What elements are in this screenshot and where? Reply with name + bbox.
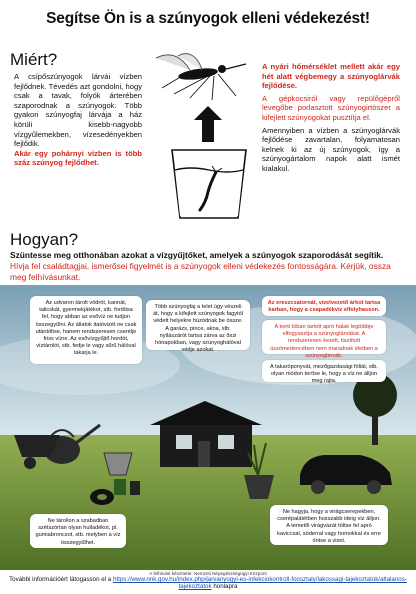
why-right-paragraph-2: A gépkocsiról vagy repülőgépről levegőbe porlasztott szúnyogirtószer a kifejlett szúnyogokat pusztítja el. [262, 93, 400, 122]
footer-url-link[interactable]: https://www.nnk.gov.hu/index.php/jarvanyugyi-es-infekciokontroll-foosztaly/lakossagi-tajekoztatok/altalanos-tajekoztatok [112, 576, 407, 591]
tip-bubble-gutter [262, 296, 386, 316]
footer-prefix: További információért látogasson el a [9, 576, 112, 583]
why-right-paragraph-3: Amennyiben a vízben a szúnyoglárvák fejlődése zavartalan, folyamatosan kelnek ki az új szúnyogok, így a szúnyogártalom napok alatt ismét kialakul. [262, 125, 400, 173]
footer [0, 571, 416, 591]
tip-text-pond-pool: A kerti tóban tartott apró halak legtöbbje elfogyasztja a szúnyoglárvákat. A rendszeresen kezelt, tisztított úszómedencében nem maradnak életben a szúnyoglárvák. [270, 324, 378, 359]
tip-bubble-garage-cellar [146, 300, 250, 354]
tip-text-waste: Ne tárolion a szabadban szétszórtan olyan hulladékot, pl. gumiabroncsot, stb. melyben a víz összegyűlhet. [35, 518, 121, 546]
why-heading: Miért? [10, 50, 58, 69]
tip-text-tarpaulin: A takaróponyvát, mezőgazdasági fóliát, stb. olyan módon terítse le, hogy a víz ne álljon meg rajta. [270, 364, 378, 385]
glass-with-larva-icon [172, 150, 246, 218]
why-right-column [262, 62, 400, 177]
tip-text-yard-containers: Az udvaron tárolt vödröt, kannát, talicskát, gyermekjátékot, stb. fordítsa fel, hogy abban az esővíz ne tudjon összegyűlni. Az állatok itatóvizét ne csak utántöltse, hanem rendszeresen cserélje friss vízre. Az esővízgyűjtő hordót, víztárolót, stb. fedje le vagy sűrű hálóval takarja le. [35, 300, 137, 357]
tip-text-garage-cellar: Több szúnyogfaj a telet úgy vészeli át, hogy a kifejlett szúnyogok fagytól védett helyekre húzódnak be össze. A garázs, pince, akna, stb. nyílászárót tartsa zárva az őszi hónapokban, vagy szúnyoghálóval védje azokat. [153, 304, 243, 354]
mosquito-icon [156, 54, 246, 100]
footer-more-info [0, 576, 416, 591]
footer-publisher: A felhívást készítette: Nemzeti Népegészségügyi Központ [149, 571, 267, 576]
tip-text-gutter: Az ereszcsatornát, vízelvezető árkot tartsa karban, hogy a csapadékvíz elfolyhasson. [267, 300, 381, 314]
how-intro-line-1: Szüntesse meg otthonában azokat a vízgyűjtőket, amelyek a szúnyogok szaporodását segítik. [10, 250, 384, 260]
tire-icon [90, 489, 114, 505]
page-title: Segítse Ön is a szúnyogok elleni védekezést! [46, 10, 370, 27]
mosquito-glass-illustration [150, 52, 260, 222]
how-intro-line-2: Hívja fel családtagjai, ismerősei figyelmét is a szúnyogok elleni védekezés fontosságára. Kérjük, ossza meg felhívásunkat. [10, 261, 391, 282]
why-left-column [14, 72, 142, 168]
tip-text-flowerpots: Ne hagyja, hogy a virágcserepekben, cserépalátétben hosszabb ideig víz álljon. A temetői virágvázát töltse fel apró kaviccsal, sóderral vagy homokkal és erre öntse a vizet. [277, 509, 381, 544]
arrow-up-icon [194, 106, 222, 142]
tip-bubble-flowerpots [270, 505, 388, 545]
tip-bubble-pond-pool [262, 320, 386, 359]
tip-bubble-tarpaulin [262, 360, 386, 385]
tip-bubble-yard-containers [30, 296, 142, 364]
how-heading: Hogyan? [10, 230, 79, 249]
tip-bubble-waste [30, 514, 126, 548]
footer-suffix: honlapra [213, 583, 238, 591]
why-left-paragraph-1: A csípőszúnyogok lárvái vízben fejlődnek. Tévedés azt gondolni, hogy csak a tavak, folyók árterében szaporodnak a szúnyogok. Több gyakori szúnyogfaj lárvája a ház körüli kisebb-nagyobb vízgyűlemekben, vízesedényekben fejlődik. [14, 72, 142, 149]
why-right-paragraph-1: A nyári hőmérséklet mellett akár egy hét alatt végbemegy a szúnyoglárvák fejlődése. [262, 62, 400, 91]
how-intro [10, 250, 408, 283]
why-left-paragraph-2: Akár egy pohárnyi vízben is több száz szúnyog fejlődhet. [14, 148, 142, 168]
